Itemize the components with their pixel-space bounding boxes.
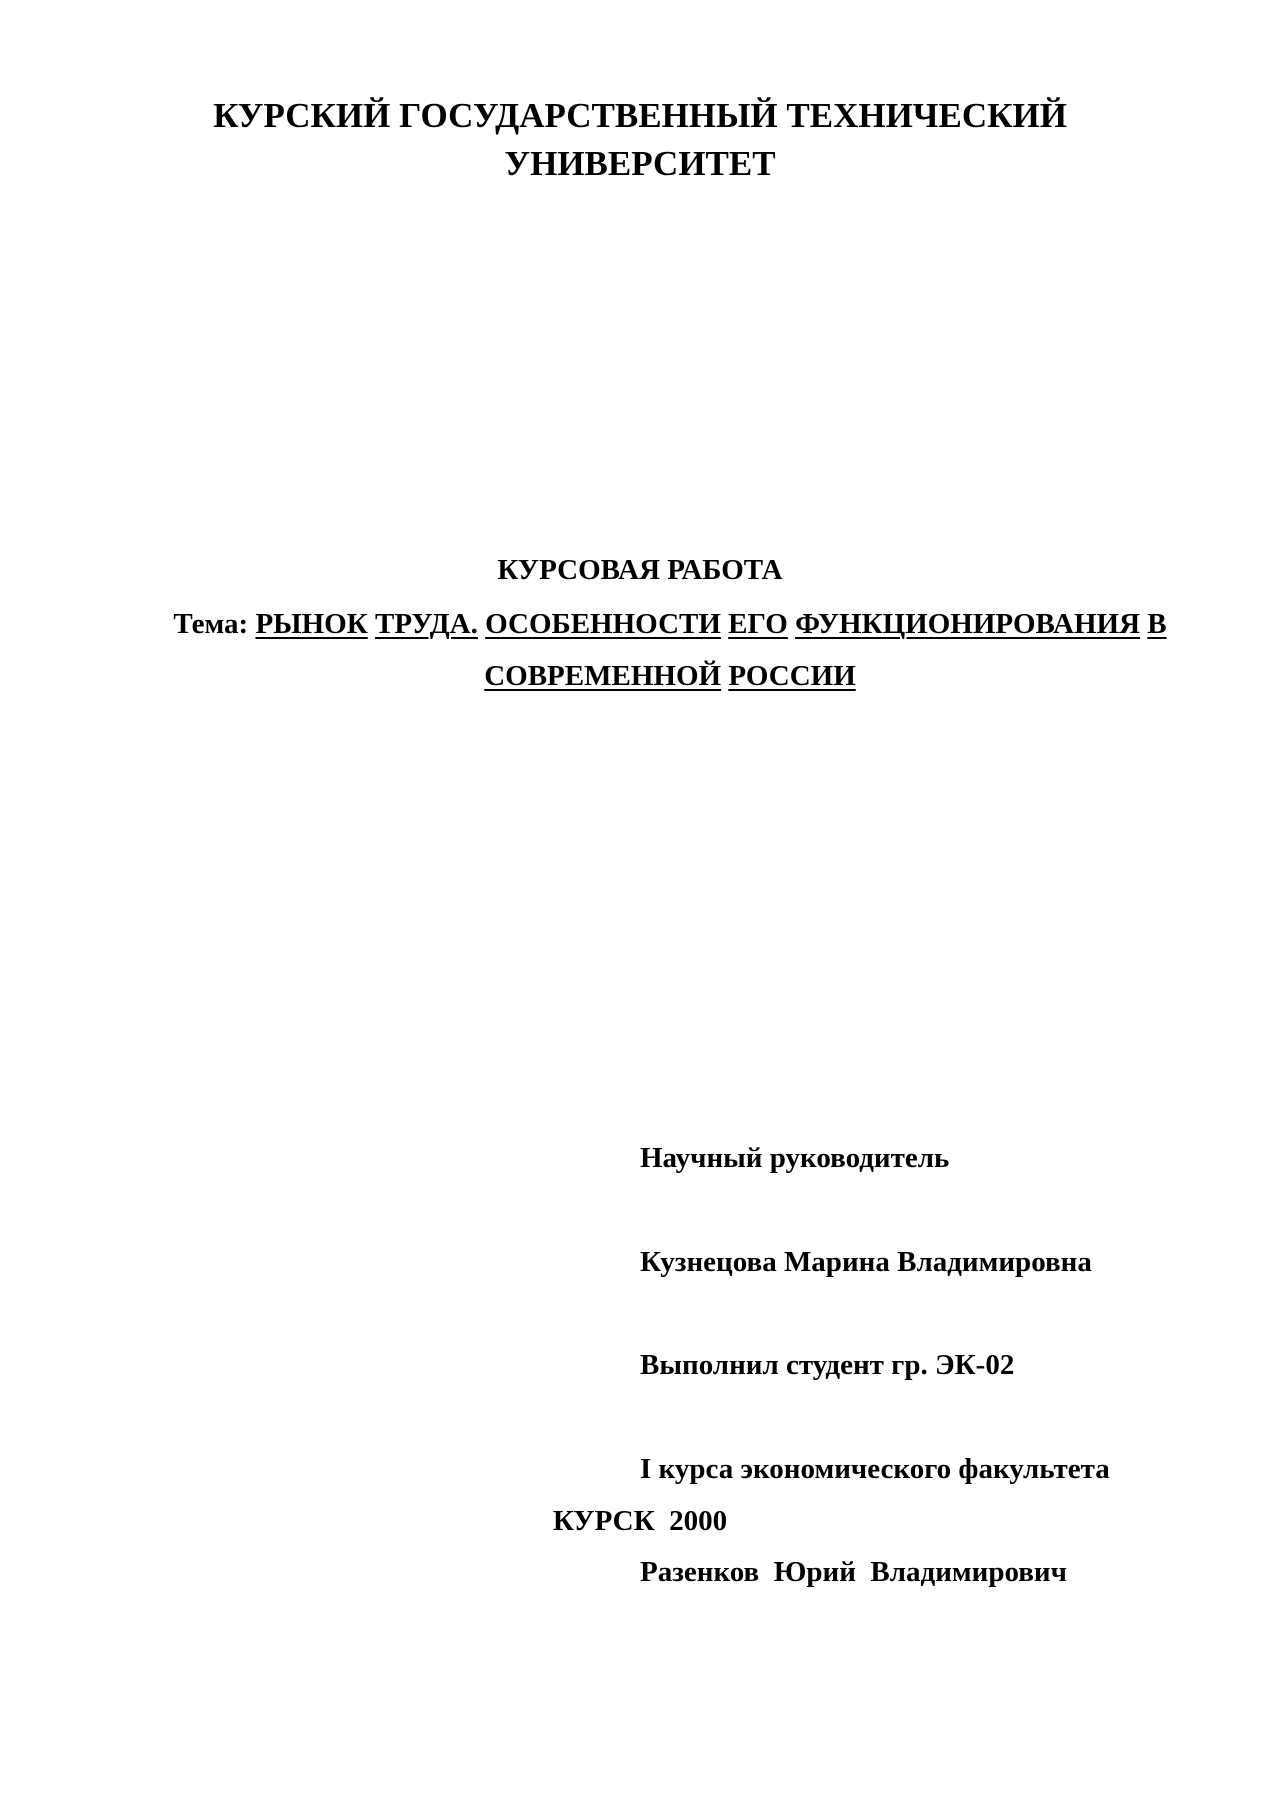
university-line-2: УНИВЕРСИТЕТ bbox=[504, 144, 776, 183]
author-info-block bbox=[640, 1072, 1110, 1659]
university-line-1: КУРСКИЙ ГОСУДАРСТВЕННЫЙ ТЕХНИЧЕСКИЙ bbox=[213, 96, 1067, 135]
topic-word: РОССИИ bbox=[728, 660, 856, 692]
topic-word: ЕГО bbox=[728, 608, 788, 640]
student-faculty: I курса экономического факультета bbox=[640, 1452, 1110, 1485]
supervisor-label: Научный руководитель bbox=[640, 1142, 950, 1174]
topic-word: ФУНКЦИОНИРОВАНИЯ bbox=[795, 608, 1141, 640]
work-type-heading: КУРСОВАЯ РАБОТА bbox=[497, 554, 783, 586]
topic-word: В bbox=[1147, 608, 1167, 640]
topic-word: ТРУДА. bbox=[375, 608, 478, 640]
university-name bbox=[0, 92, 1280, 188]
student-name: Разенков Юрий Владимирович bbox=[640, 1556, 1067, 1588]
supervisor-name: Кузнецова Марина Владимировна bbox=[640, 1245, 1092, 1278]
topic-label: Тема: bbox=[173, 608, 249, 640]
city-year: КУРСК 2000 bbox=[552, 1505, 728, 1537]
topic-heading bbox=[140, 598, 1200, 702]
student-group: Выполнил студент гр. ЭК-02 bbox=[640, 1349, 1015, 1381]
topic-word: РЫНОК bbox=[255, 608, 368, 640]
topic-word: ОСОБЕННОСТИ bbox=[485, 608, 721, 640]
topic-word: СОВРЕМЕННОЙ bbox=[484, 660, 722, 692]
